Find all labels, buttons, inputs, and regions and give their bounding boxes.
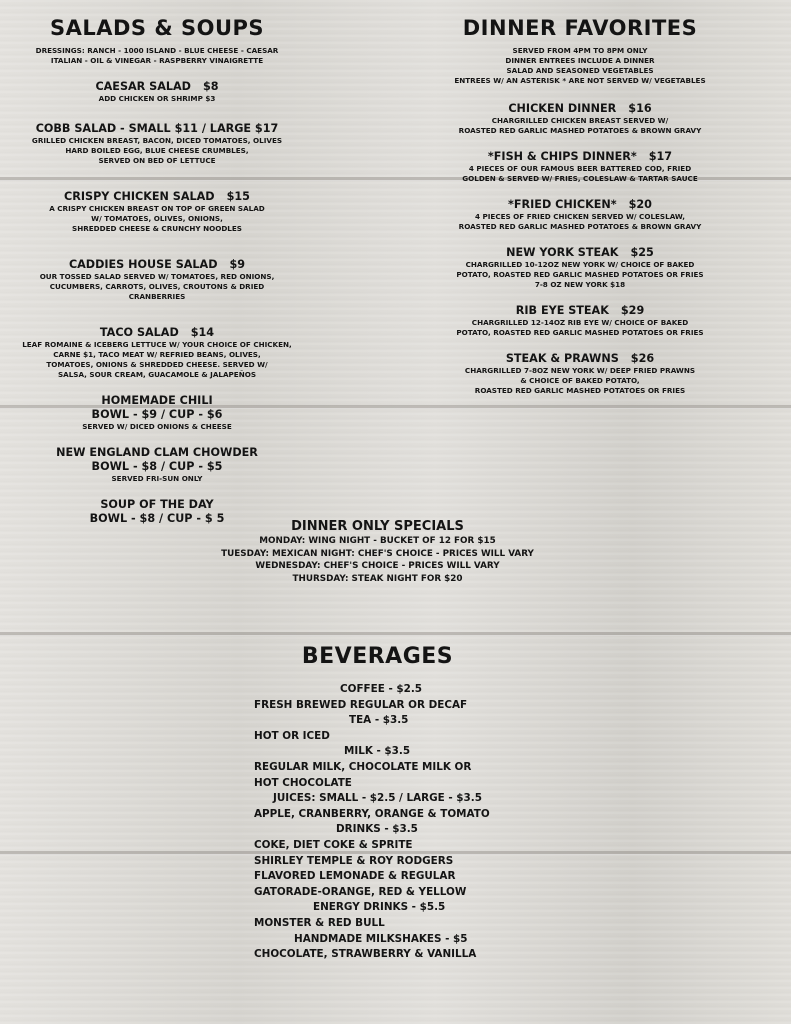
menu-item: [450, 150, 710, 184]
special-line: WEDNESDAY: CHEF'S CHOICE - PRICES WILL VARY: [255, 561, 500, 572]
menu-item-name: *FISH & CHIPS DINNER*: [487, 150, 637, 163]
dinner-items: [450, 102, 710, 396]
beverage-option: FRESH BREWED REGULAR OR DECAF: [254, 698, 468, 711]
salads-soups-section: [22, 12, 292, 526]
menu-item: [22, 190, 292, 234]
menu-item-title: [22, 122, 292, 136]
menu-item-name: NEW YORK STEAK: [506, 246, 619, 259]
menu-item-description: CHARGRILLED CHICKEN BREAST SERVED W/: [491, 116, 669, 125]
menu-item: [450, 198, 710, 232]
menu-item-description: 4 PIECES OF FRIED CHICKEN SERVED W/ COLESLAW,: [474, 212, 686, 221]
menu-item-price: $20: [628, 198, 652, 211]
menu-item-title: [450, 304, 710, 318]
soup-name: NEW ENGLAND CLAM CHOWDER: [56, 446, 258, 459]
menu-item: [22, 122, 292, 166]
dressings-list: [22, 46, 292, 66]
beverage-category: MILK - $3.5: [344, 745, 411, 758]
dinner-intro-line: SALAD AND SEASONED VEGETABLES: [506, 66, 654, 75]
menu-item: [450, 352, 710, 396]
menu-item-title: [450, 352, 710, 366]
beverage-category: TEA - $3.5: [349, 714, 409, 727]
menu-item-price: $17: [648, 150, 673, 163]
menu-item-price: $29: [620, 304, 645, 317]
menu-item-price: $14: [190, 326, 215, 339]
specials-list: [200, 535, 555, 586]
beverage-option: SHIRLEY TEMPLE & ROY RODGERS: [254, 854, 454, 867]
special-line: TUESDAY: MEXICAN NIGHT: CHEF'S CHOICE - PRICES WILL VARY: [221, 548, 534, 559]
beverage-option: REGULAR MILK, CHOCOLATE MILK OR: [254, 760, 472, 773]
menu-item: [450, 102, 710, 136]
menu-item-description: CHARGRILLED 7-8OZ NEW YORK W/ DEEP FRIED PRAWNS: [464, 366, 696, 375]
beverage-option: APPLE, CRANBERRY, ORANGE & TOMATO: [254, 807, 490, 820]
section-title-dinner: DINNER FAVORITES: [462, 16, 698, 40]
menu-item-title: [450, 198, 710, 212]
soup-name: HOMEMADE CHILI: [101, 394, 213, 407]
menu-item-title: [22, 80, 292, 94]
menu-item-description: SALSA, SOUR CREAM, GUACAMOLE & JALAPEÑOS: [57, 370, 257, 379]
beverage-option: COKE, DIET COKE & SPRITE: [254, 838, 413, 851]
soup-description: SERVED FRI-SUN ONLY: [111, 474, 203, 483]
menu-item-price: $8: [202, 80, 219, 93]
section-title-salads: SALADS & SOUPS: [49, 16, 265, 40]
menu-item: [450, 304, 710, 338]
menu-item-description: 4 PIECES OF OUR FAMOUS BEER BATTERED COD, FRIED: [468, 164, 692, 173]
menu-item-title: [22, 326, 292, 340]
menu-item-description: OUR TOSSED SALAD SERVED W/ TOMATOES, RED ONIONS,: [39, 272, 275, 281]
menu-item-description: POTATO, ROASTED RED GARLIC MASHED POTATOES OR FRIES: [456, 270, 704, 279]
beverage-category: DRINKS - $3.5: [336, 823, 418, 836]
menu-item: [22, 258, 292, 302]
dinner-intro-line: DINNER ENTREES INCLUDE A DINNER: [505, 56, 655, 65]
menu-item-price: $26: [630, 352, 655, 365]
beverage-category: HANDMADE MILKSHAKES - $5: [294, 932, 468, 945]
menu-item-name: RIB EYE STEAK: [515, 304, 609, 317]
soup-items: [22, 394, 292, 526]
menu-item-description: 7-8 OZ NEW YORK $18: [534, 280, 626, 289]
menu-item-description: SHREDDED CHEESE & CRUNCHY NOODLES: [72, 224, 242, 233]
menu-item-description: LEAF ROMAINE & ICEBERG LETTUCE W/ YOUR CHOICE OF CHICKEN,: [22, 340, 292, 349]
menu-item-description: W/ TOMATOES, OLIVES, ONIONS,: [91, 214, 223, 223]
dinner-intro-line: ENTREES W/ AN ASTERISK * ARE NOT SERVED W/ VEGETABLES: [454, 76, 706, 85]
soup-price: BOWL - $8 / CUP - $ 5: [89, 512, 225, 525]
menu-item-description: TOMATOES, ONIONS & SHREDDED CHEESE. SERVED W/: [46, 360, 268, 369]
wood-seam: [0, 632, 791, 636]
menu-item-description: ROASTED RED GARLIC MASHED POTATOES & BROWN GRAVY: [458, 126, 702, 135]
menu-item-title: [450, 246, 710, 260]
soup-name: SOUP OF THE DAY: [100, 498, 214, 511]
menu-item: [450, 246, 710, 290]
menu-item-title: [22, 258, 292, 272]
menu-item-title: [450, 150, 710, 164]
menu-item-description: POTATO, ROASTED RED GARLIC MASHED POTATOES OR FRIES: [456, 328, 704, 337]
beverages-list: [254, 682, 554, 963]
salad-items: [22, 80, 292, 380]
section-title-beverages: BEVERAGES: [301, 644, 454, 669]
beverage-category: JUICES: SMALL - $2.5 / LARGE - $3.5: [273, 792, 482, 805]
special-line: THURSDAY: STEAK NIGHT FOR $20: [292, 574, 463, 585]
dinner-specials-section: [200, 518, 555, 586]
beverage-option: FLAVORED LEMONADE & REGULAR: [254, 870, 456, 883]
menu-item: [22, 326, 292, 380]
menu-item-price: $9: [229, 258, 246, 271]
dinner-intro-line: SERVED FROM 4PM TO 8PM ONLY: [512, 46, 648, 55]
menu-item: [22, 80, 292, 104]
beverage-option: MONSTER & RED BULL: [254, 916, 385, 929]
menu-item-title: [22, 190, 292, 204]
beverage-option: CHOCOLATE, STRAWBERRY & VANILLA: [254, 948, 477, 961]
menu-item-description: ROASTED RED GARLIC MASHED POTATOES & BROWN GRAVY: [458, 222, 702, 231]
soup-price: BOWL - $8 / CUP - $5: [91, 460, 223, 473]
menu-item-name: CRISPY CHICKEN SALAD: [64, 190, 215, 203]
menu-item-name: STEAK & PRAWNS: [505, 352, 619, 365]
menu-item-description: & CHOICE OF BAKED POTATO,: [520, 376, 640, 385]
menu-item-title: [450, 102, 710, 116]
soup-price: BOWL - $9 / CUP - $6: [91, 408, 223, 421]
soup-item: [22, 394, 292, 432]
beverage-option: HOT CHOCOLATE: [254, 776, 352, 789]
menu-item-name: CAESAR SALAD: [95, 80, 191, 93]
specials-title: DINNER ONLY SPECIALS: [291, 519, 464, 534]
dinner-intro: [450, 46, 710, 86]
menu-item-name: CADDIES HOUSE SALAD: [68, 258, 218, 271]
menu-item-price: $15: [226, 190, 250, 203]
menu-item-description: GOLDEN & SERVED W/ FRIES, COLESLAW & TARTAR SAUCE: [462, 174, 698, 183]
menu-item-description: SERVED ON BED OF LETTUCE: [98, 156, 216, 165]
menu-item-price: $25: [630, 246, 654, 259]
beverage-option: HOT OR ICED: [254, 729, 330, 742]
menu-item-description: HARD BOILED EGG, BLUE CHEESE CRUMBLES,: [65, 146, 249, 155]
menu-item-description: A CRISPY CHICKEN BREAST ON TOP OF GREEN SALAD: [49, 204, 265, 213]
menu-item-name: *FRIED CHICKEN*: [508, 198, 617, 211]
beverage-category: COFFEE - $2.5: [340, 683, 423, 695]
menu-item-name: TACO SALAD: [99, 326, 179, 339]
menu-item-description: ROASTED RED GARLIC MASHED POTATOES OR FRIES: [474, 386, 686, 395]
soup-description: SERVED W/ DICED ONIONS & CHEESE: [82, 422, 232, 431]
dressings-line: DRESSINGS: RANCH - 1000 ISLAND - BLUE CHEESE - CAESAR: [35, 46, 279, 55]
menu-item-description: ADD CHICKEN OR SHRIMP $3: [98, 94, 216, 103]
menu-item-price: $16: [628, 102, 652, 115]
menu-item-description: CUCUMBERS, CARROTS, OLIVES, CROUTONS & DRIED CRANBERRIES: [49, 282, 265, 301]
menu-item-description: CHARGRILLED 10-12OZ NEW YORK W/ CHOICE OF BAKED: [465, 260, 695, 269]
menu-item-name: CHICKEN DINNER: [508, 102, 617, 115]
menu-item-description: GRILLED CHICKEN BREAST, BACON, DICED TOMATOES, OLIVES: [31, 136, 283, 145]
special-line: MONDAY: WING NIGHT - BUCKET OF 12 FOR $15: [259, 536, 496, 546]
dressings-line: ITALIAN - OIL & VINEGAR - RASPBERRY VINAIGRETTE: [50, 56, 264, 65]
menu-item-description: CARNE $1, TACO MEAT W/ REFRIED BEANS, OLIVES,: [53, 350, 261, 359]
dinner-favorites-section: [450, 12, 710, 396]
beverage-category: ENERGY DRINKS - $5.5: [313, 901, 446, 914]
menu-item-description: CHARGRILLED 12-14OZ RIB EYE W/ CHOICE OF BAKED: [471, 318, 689, 327]
beverage-option: GATORADE-ORANGE, RED & YELLOW: [254, 885, 467, 898]
soup-item: [22, 446, 292, 484]
menu-item-name: COBB SALAD - SMALL $11 / LARGE $17: [35, 122, 279, 135]
